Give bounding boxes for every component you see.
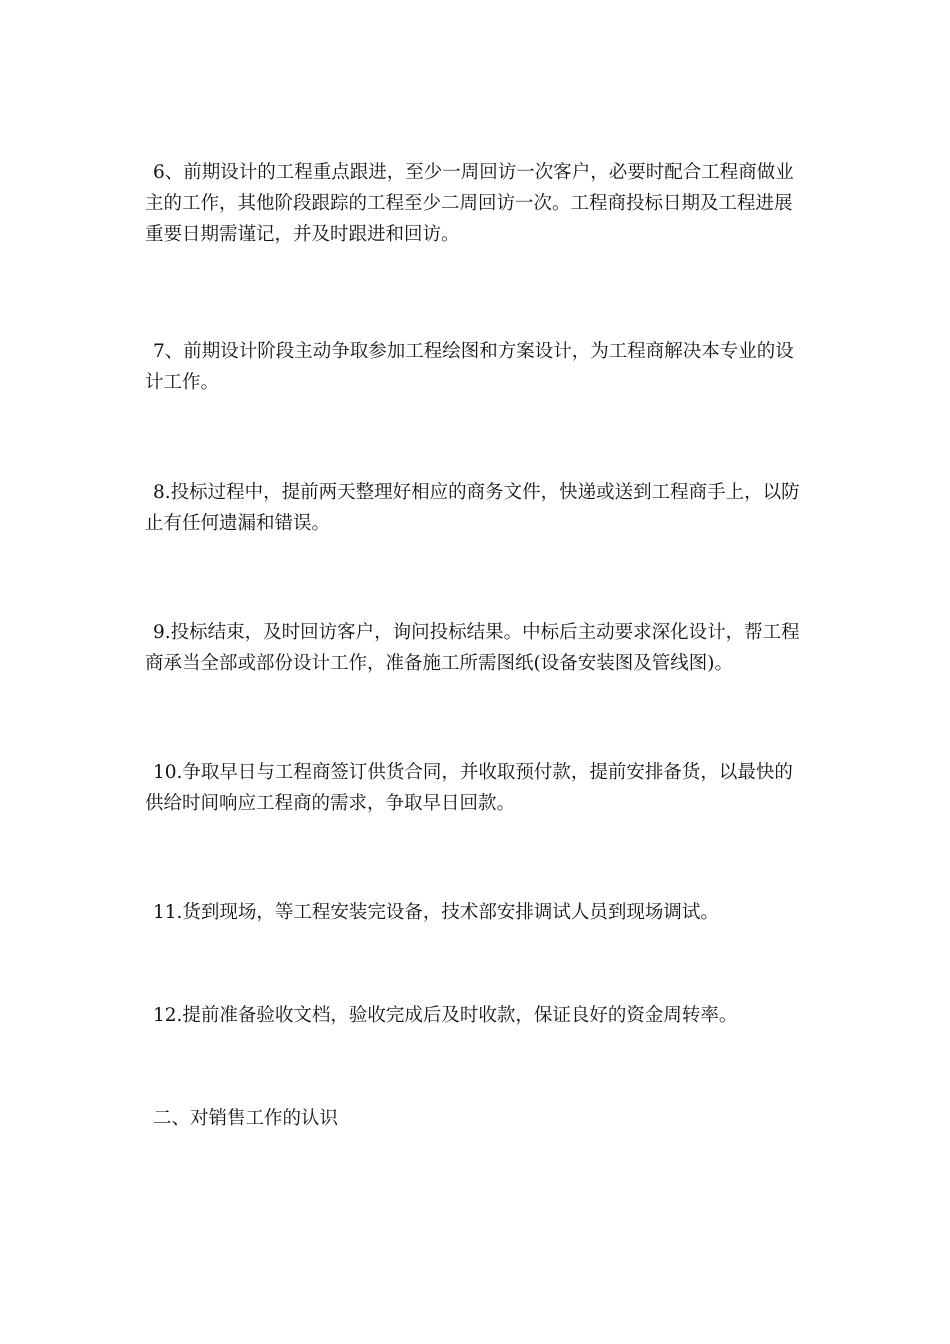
paragraph-10-text: 10.争取早日与工程商签订供货合同，并收取预付款，提前安排备货，以最快的供给时间响应工程商的需求，争取早日回款。 xyxy=(145,762,793,814)
section-heading xyxy=(145,1103,807,1134)
paragraph-12-text: 12.提前准备验收文档，验收完成后及时收款，保证良好的资金周转率。 xyxy=(153,1005,738,1026)
paragraph-12 xyxy=(145,1000,807,1031)
paragraph-6-text: 6、前期设计的工程重点跟进，至少一周回访一次客户，必要时配合工程商做业主的工作，其他阶段跟踪的工程至少二周回访一次。工程商投标日期及工程进展重要日期需谨记，并及时跟进和回访。 xyxy=(145,162,794,245)
paragraph-7 xyxy=(145,336,807,398)
paragraph-11 xyxy=(145,897,807,928)
section-heading-text: 二、对销售工作的认识 xyxy=(153,1108,339,1129)
paragraph-8 xyxy=(145,477,807,539)
paragraph-8-text: 8.投标过程中，提前两天整理好相应的商务文件，快递或送到工程商手上，以防止有任何遗漏和错误。 xyxy=(145,482,800,534)
paragraph-6 xyxy=(145,157,807,250)
paragraph-9-text: 9.投标结束，及时回访客户，询问投标结果。中标后主动要求深化设计，帮工程商承当全部或部份设计工作，准备施工所需图纸(设备安装图及管线图)。 xyxy=(145,622,800,674)
paragraph-11-text: 11.货到现场，等工程安装完设备，技术部安排调试人员到现场调试。 xyxy=(153,902,719,923)
paragraph-7-text: 7、前期设计阶段主动争取参加工程绘图和方案设计，为工程商解决本专业的设计工作。 xyxy=(145,341,794,393)
paragraph-10 xyxy=(145,757,807,819)
paragraph-9 xyxy=(145,617,807,679)
